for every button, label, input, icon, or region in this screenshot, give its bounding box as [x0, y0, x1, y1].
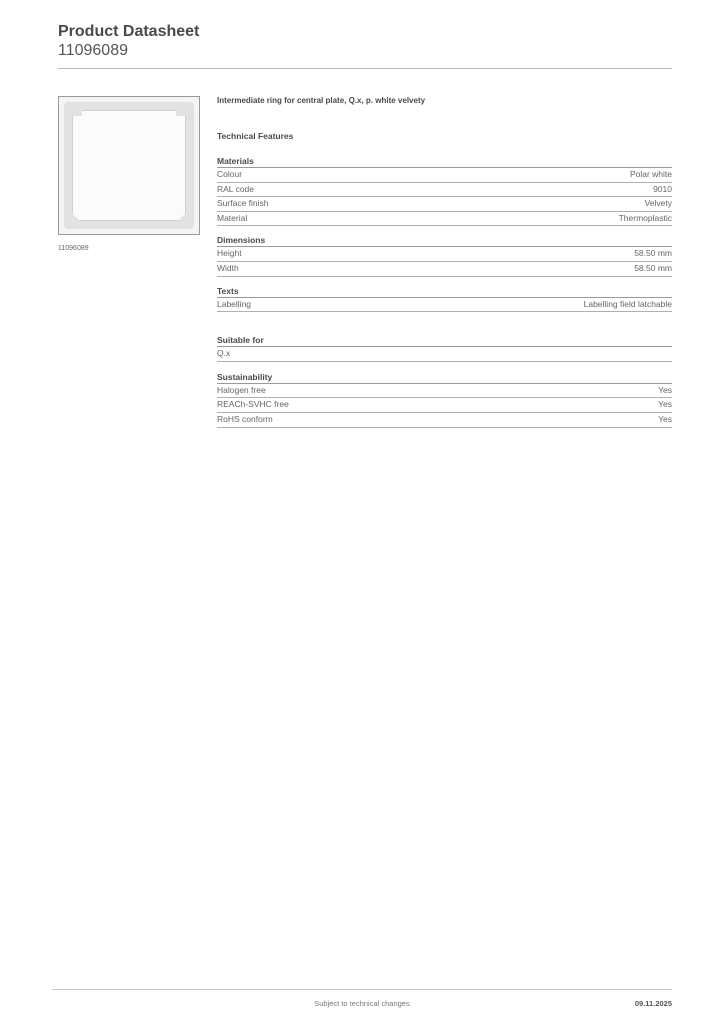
row-value: Thermoplastic: [618, 212, 672, 223]
footer-note: Subject to technical changes: [314, 999, 410, 1008]
row-label: Height: [217, 248, 242, 259]
row-label: REACh-SVHC free: [217, 399, 289, 410]
row-label: Surface finish: [217, 198, 269, 209]
table-row: [217, 262, 672, 277]
page-title: Product Datasheet: [58, 23, 200, 40]
table-row: [217, 168, 672, 183]
technical-features-heading: Technical Features: [217, 131, 294, 141]
section-title: Materials: [217, 156, 672, 168]
row-label: Width: [217, 262, 239, 273]
section-sustainability: [217, 372, 672, 428]
product-name: Intermediate ring for central plate, Q.x, p. white velvety: [217, 96, 426, 105]
table-row: [217, 183, 672, 198]
table-row: [217, 347, 672, 362]
section-texts: [217, 286, 672, 313]
ring-inner-opening: [72, 110, 186, 221]
footer-divider: [52, 989, 672, 990]
row-label: Q.x: [217, 348, 231, 359]
datasheet-content: [217, 96, 672, 428]
image-caption: 11096089: [58, 245, 89, 252]
product-number: 11096089: [58, 42, 128, 59]
table-row: [217, 398, 672, 413]
table-row: [217, 384, 672, 399]
table-row: [217, 197, 672, 212]
header-divider: [58, 68, 672, 69]
row-value: Velvety: [644, 198, 672, 209]
row-label: Labelling: [217, 298, 252, 309]
row-label: Colour: [217, 169, 243, 179]
section-title: Texts: [217, 286, 672, 298]
row-label: RAL code: [217, 183, 255, 194]
section-materials: [217, 156, 672, 226]
page-header: [58, 22, 672, 60]
row-label: RoHS conform: [217, 413, 273, 424]
row-value: Labelling field latchable: [583, 298, 672, 309]
section-dimensions: [217, 235, 672, 276]
row-label: Material: [217, 212, 248, 223]
table-row: [217, 212, 672, 227]
row-value: Yes: [658, 399, 672, 410]
table-row: [217, 247, 672, 262]
section-title: Dimensions: [217, 235, 672, 247]
row-value: 58.50 mm: [634, 262, 672, 273]
row-value: 9010: [653, 183, 672, 194]
row-value: Yes: [658, 413, 672, 424]
table-row: [217, 413, 672, 428]
section-title: Sustainability: [217, 372, 672, 384]
section-suitable-for: [217, 335, 672, 362]
section-title: Suitable for: [217, 335, 672, 347]
row-value: 58.50 mm: [634, 248, 672, 259]
intermediate-ring-shape: [64, 102, 194, 229]
row-value: Polar white: [629, 169, 672, 179]
row-value: Yes: [658, 384, 672, 395]
product-image: [58, 96, 200, 235]
footer-date: 09.11.2025: [634, 999, 672, 1008]
row-label: Halogen free: [217, 384, 266, 395]
table-row: [217, 298, 672, 313]
